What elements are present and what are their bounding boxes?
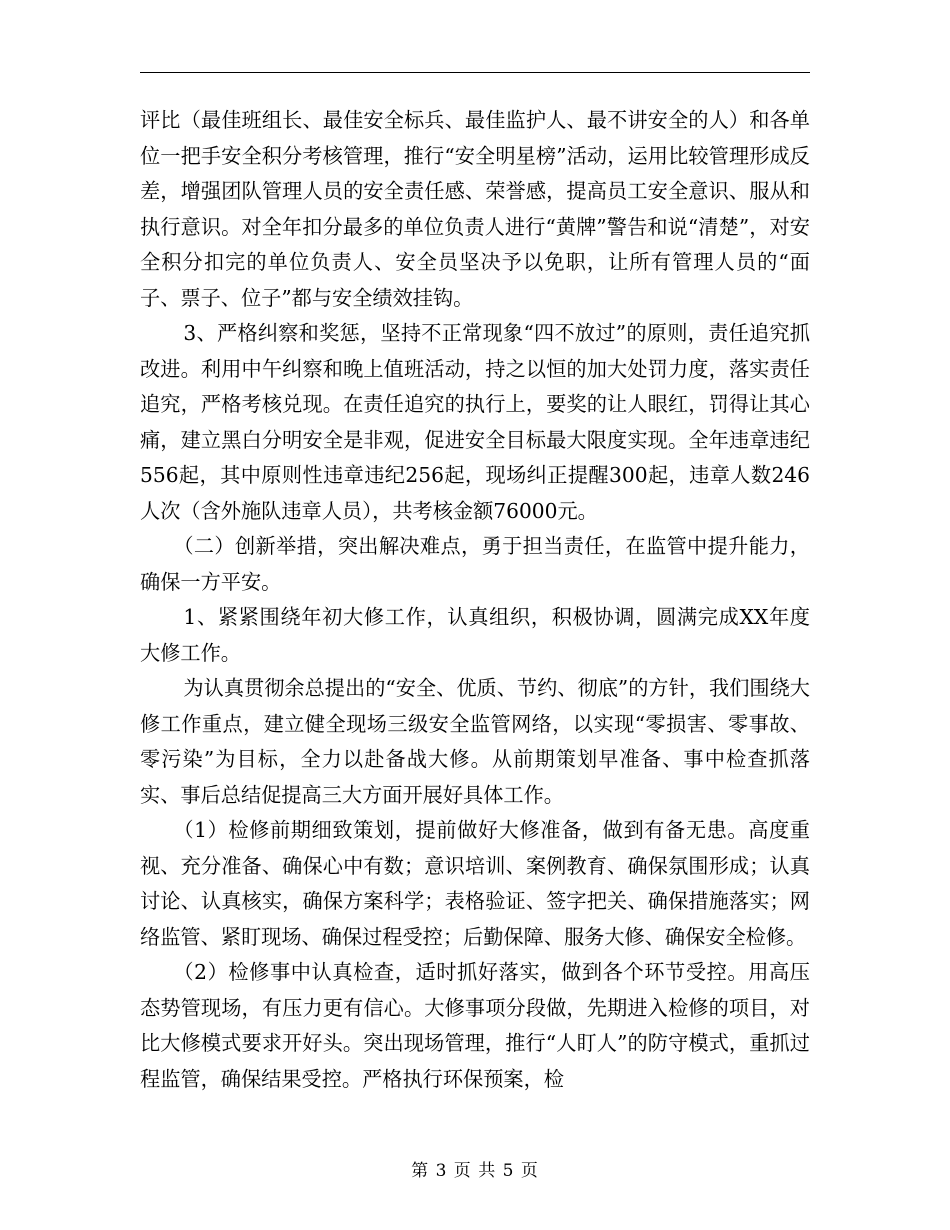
paragraph-mid-overhaul: （2）检修事中认真检查，适时抓好落实，做到各个环节受控。用高压态势管现场，有压力更有信心。大修事项分段做，先期进入检修的项目，对比大修模式要求开好头。突出现场管理，推行“人盯人”的防守模式，重抓过程监管，确保结果受控。严格执行环保预案，检 bbox=[140, 960, 810, 1091]
page-number-footer: 第 3 页 共 5 页 bbox=[411, 1161, 539, 1181]
section-heading-innovation: （二）创新举措，突出解决难点，勇于担当责任，在监管中提升能力，确保一方平安。 bbox=[140, 534, 810, 594]
paragraph-overhaul-intro: 1、紧紧围绕年初大修工作，认真组织，积极协调，圆满完成XX年度大修工作。 bbox=[140, 605, 810, 665]
paragraph-overhaul-policy: 为认真贯彻余总提出的“安全、优质、节约、彻底”的方针，我们围绕大修工作重点，建立健全现场三级安全监管网络，以实现“零损害、零事故、零污染”为目标，全力以赴备战大修。从前期策划早准备、事中检查抓落实、事后总结促提高三大方面开展好具体工作。 bbox=[140, 676, 810, 807]
document-body bbox=[140, 103, 810, 1097]
header-rule bbox=[140, 72, 810, 73]
paragraph-pre-overhaul: （1）检修前期细致策划，提前做好大修准备，做到有备无患。高度重视、充分准备、确保心中有数；意识培训、案例教育、确保氛围形成；认真讨论、认真核实，确保方案科学；表格验证、签字把关、确保措施落实；网络监管、紧盯现场、确保过程受控；后勤保障、服务大修、确保安全检修。 bbox=[140, 818, 810, 949]
paragraph-discipline-rewards: 3、严格纠察和奖惩，坚持不正常现象“四不放过”的原则，责任追究抓改进。利用中午纠察和晚上值班活动，持之以恒的加大处罚力度，落实责任追究，严格考核兑现。在责任追究的执行上，要奖的让人眼红，罚得让其心痛，建立黑白分明安全是非观，促进安全目标最大限度实现。全年违章违纪556起，其中原则性违章违纪256起，现场纠正提醒300起，违章人数246人次（含外施队违章人员），共考核金额76000元。 bbox=[140, 321, 810, 523]
paragraph-continuation: 评比（最佳班组长、最佳安全标兵、最佳监护人、最不讲安全的人）和各单位一把手安全积分考核管理，推行“安全明星榜”活动，运用比较管理形成反差，增强团队管理人员的安全责任感、荣誉感，提高员工安全意识、服从和执行意识。对全年扣分最多的单位负责人进行“黄牌”警告和说“清楚”，对安全积分扣完的单位负责人、安全员坚决予以免职，让所有管理人员的“面子、票子、位子”都与安全绩效挂钩。 bbox=[140, 108, 810, 310]
